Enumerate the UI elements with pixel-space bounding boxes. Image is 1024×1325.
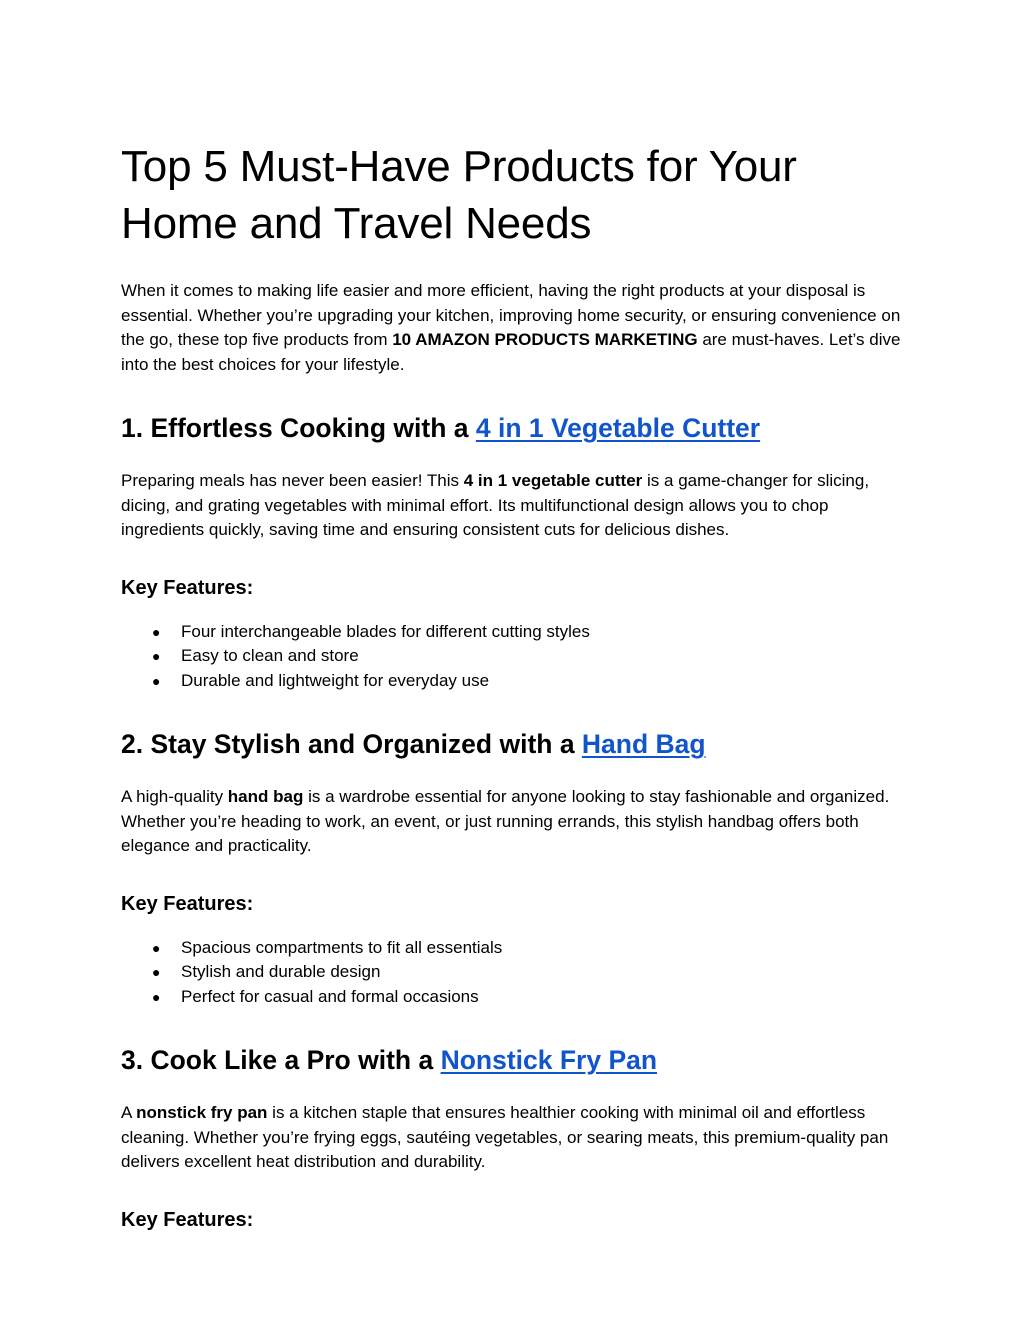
bullet-icon: ●: [152, 964, 161, 980]
key-features-heading: Key Features:: [121, 576, 254, 599]
bullet-icon: ●: [152, 672, 161, 689]
bullet-icon: ●: [152, 648, 161, 664]
list-item: [121, 960, 911, 985]
paragraph-text-end: is a game-changer for slicing, dicing, and grating vegetables with minimal effort. Its multifunctional design allows you to chop ingredients quickly, saving time and ensuring consistent cuts for delicious dishes.: [121, 471, 870, 539]
list-item: [121, 669, 911, 694]
features-list: [121, 936, 911, 1010]
bullet-icon: ●: [152, 623, 161, 640]
intro-brand: 10 AMAZON PRODUCTS MARKETING: [392, 330, 698, 349]
intro-text-end: are must-haves. Let’s dive into the best choices for your lifestyle.: [121, 330, 901, 374]
section-hand-bag: [121, 727, 911, 1009]
features-list: [121, 620, 911, 694]
section-heading-text: 3. Cook Like a Pro with a: [121, 1045, 441, 1075]
section-heading-text: 2. Stay Stylish and Organized with a: [121, 729, 582, 759]
paragraph-text: A high-quality: [121, 787, 228, 806]
paragraph-bold: 4 in 1 vegetable cutter: [463, 471, 643, 490]
paragraph-bold: hand bag: [227, 787, 304, 806]
list-item-text: Four interchangeable blades for different cutting styles: [181, 621, 590, 641]
list-item: [121, 620, 911, 645]
list-item-text: Durable and lightweight for everyday use: [181, 670, 490, 690]
paragraph-text: Preparing meals has never been easier! This: [121, 471, 464, 490]
section-heading: [121, 1043, 911, 1077]
paragraph-text-end: is a wardrobe essential for anyone looking to stay fashionable and organized. Whether you’re heading to work, an event, or just running errands, this stylish handbag offers both elegance and practicality.: [121, 787, 890, 855]
list-item: [121, 644, 911, 669]
list-item-text: Perfect for casual and formal occasions: [181, 986, 479, 1006]
key-features-heading: Key Features:: [121, 1208, 254, 1231]
page-title: Top 5 Must-Have Products for Your Home and Travel Needs: [121, 142, 797, 248]
section-paragraph: [121, 785, 911, 859]
section-heading-text: 1. Effortless Cooking with a: [121, 413, 476, 443]
list-item: [121, 985, 911, 1010]
paragraph-text-end: is a kitchen staple that ensures healthier cooking with minimal oil and effortless cleaning. Whether you’re frying eggs, sautéing vegetables, or searing meats, this premium-quality pan delivers excellent heat distribution and durability.: [121, 1103, 889, 1171]
section-paragraph: [121, 1101, 911, 1175]
list-item-text: Easy to clean and store: [181, 646, 359, 665]
key-features-heading: Key Features:: [121, 892, 254, 915]
section-paragraph: [121, 469, 911, 543]
list-item-text: Stylish and durable design: [181, 962, 381, 981]
paragraph-text: A: [121, 1103, 137, 1122]
list-item: [121, 936, 911, 961]
fry-pan-link[interactable]: Nonstick Fry Pan: [440, 1045, 658, 1075]
intro-text: When it comes to making life easier and more efficient, having the right products at your disposal is essential. Whether you’re upgrading your kitchen, improving home security, or ensuring convenience on the go, these top five products from: [121, 281, 901, 349]
vegetable-cutter-link[interactable]: 4 in 1 Vegetable Cutter: [475, 413, 761, 443]
section-heading: [121, 411, 911, 445]
bullet-icon: ●: [152, 939, 161, 956]
hand-bag-link[interactable]: Hand Bag: [581, 729, 706, 759]
section-heading: [121, 727, 911, 761]
intro-paragraph: [121, 279, 911, 377]
section-fry-pan: [121, 1043, 911, 1233]
document-page: [121, 138, 911, 1233]
paragraph-bold: nonstick fry pan: [136, 1103, 268, 1122]
section-vegetable-cutter: [121, 411, 911, 693]
bullet-icon: ●: [152, 988, 161, 1005]
list-item-text: Spacious compartments to fit all essentials: [181, 937, 503, 957]
